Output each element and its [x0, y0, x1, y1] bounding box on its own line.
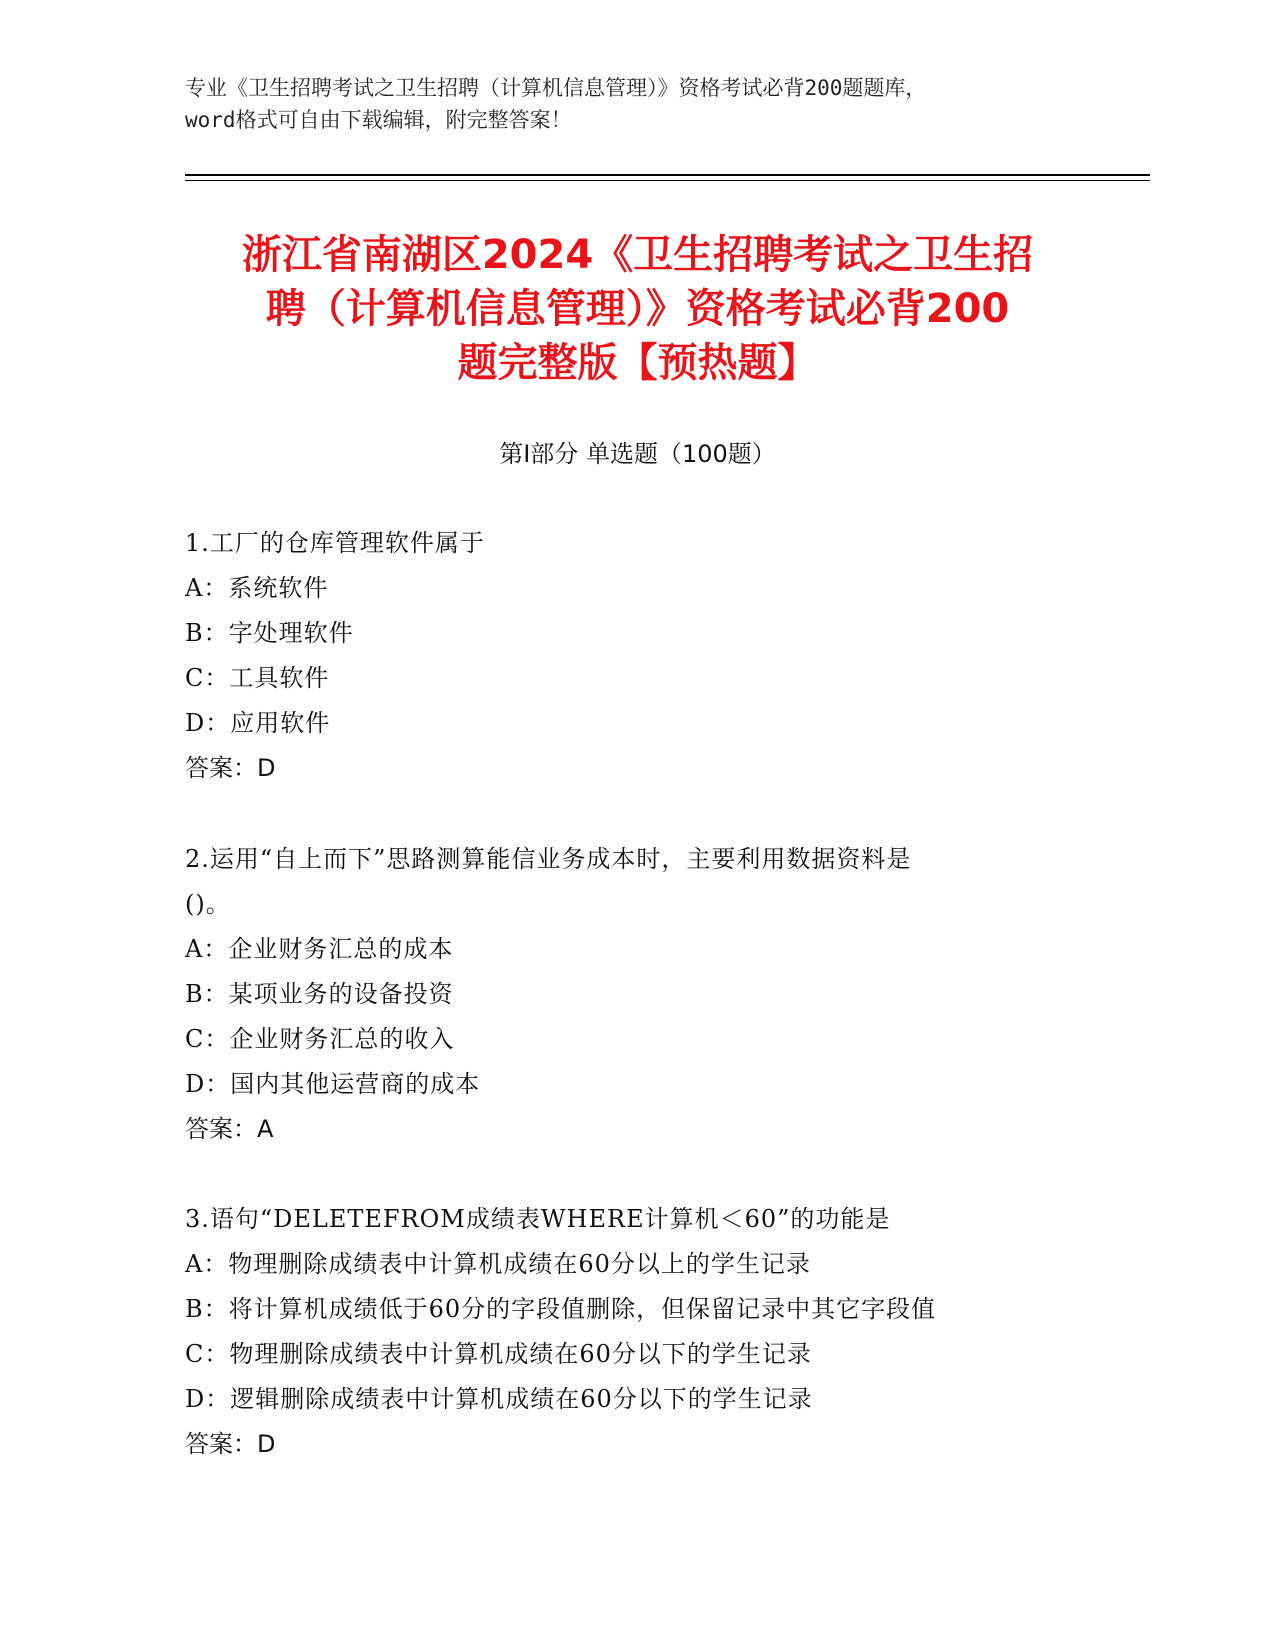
document-title-line-3: 题完整版【预热题】 — [457, 340, 818, 386]
question-stem: 3.语句“DELETEFROM成绩表WHERE计算机＜60”的功能是 — [185, 1205, 891, 1233]
option-d: D：国内其他运营商的成本 — [185, 1070, 481, 1098]
answer-line: 答案：D — [185, 754, 276, 782]
option-d: D：应用软件 — [185, 709, 331, 737]
question-block — [185, 521, 1090, 791]
header-divider-thin — [185, 180, 1150, 181]
option-c: C：企业财务汇总的收入 — [185, 1025, 455, 1053]
option-c: C：物理删除成绩表中计算机成绩在60分以下的学生记录 — [185, 1340, 812, 1368]
header-note — [185, 72, 1105, 136]
question-block — [185, 837, 1090, 1152]
document-title — [185, 228, 1090, 390]
option-a: A：系统软件 — [185, 574, 329, 602]
question-stem: 1.工厂的仓库管理软件属于 — [185, 529, 485, 557]
answer-line: 答案：A — [185, 1115, 274, 1143]
option-b: B：某项业务的设备投资 — [185, 980, 454, 1008]
option-a: A：企业财务汇总的成本 — [185, 935, 454, 963]
question-block — [185, 1197, 1090, 1467]
document-title-line-1: 浙江省南湖区2024《卫生招聘考试之卫生招 — [241, 232, 1034, 278]
answer-line: 答案：D — [185, 1430, 276, 1458]
option-b: B：字处理软件 — [185, 619, 354, 647]
header-note-line-1: 专业《卫生招聘考试之卫生招聘（计算机信息管理）》资格考试必背200题题库， — [185, 76, 927, 100]
document-title-line-2: 聘（计算机信息管理）》资格考试必背200 — [265, 286, 1010, 332]
header-divider-thick — [185, 174, 1150, 176]
question-stem: 2.运用“自上而下”思路测算能信业务成本时，主要利用数据资料是 — [185, 845, 912, 873]
option-c: C：工具软件 — [185, 664, 330, 692]
option-a: A：物理删除成绩表中计算机成绩在60分以上的学生记录 — [185, 1250, 811, 1278]
question-stem-continued: ()。 — [185, 890, 231, 918]
section-title: 第Ⅰ部分 单选题（100题） — [499, 440, 776, 468]
header-note-line-2: word格式可自由下载编辑，附完整答案！ — [185, 108, 572, 132]
option-b: B：将计算机成绩低于60分的字段值删除，但保留记录中其它字段值 — [185, 1295, 937, 1323]
option-d: D：逻辑删除成绩表中计算机成绩在60分以下的学生记录 — [185, 1385, 813, 1413]
